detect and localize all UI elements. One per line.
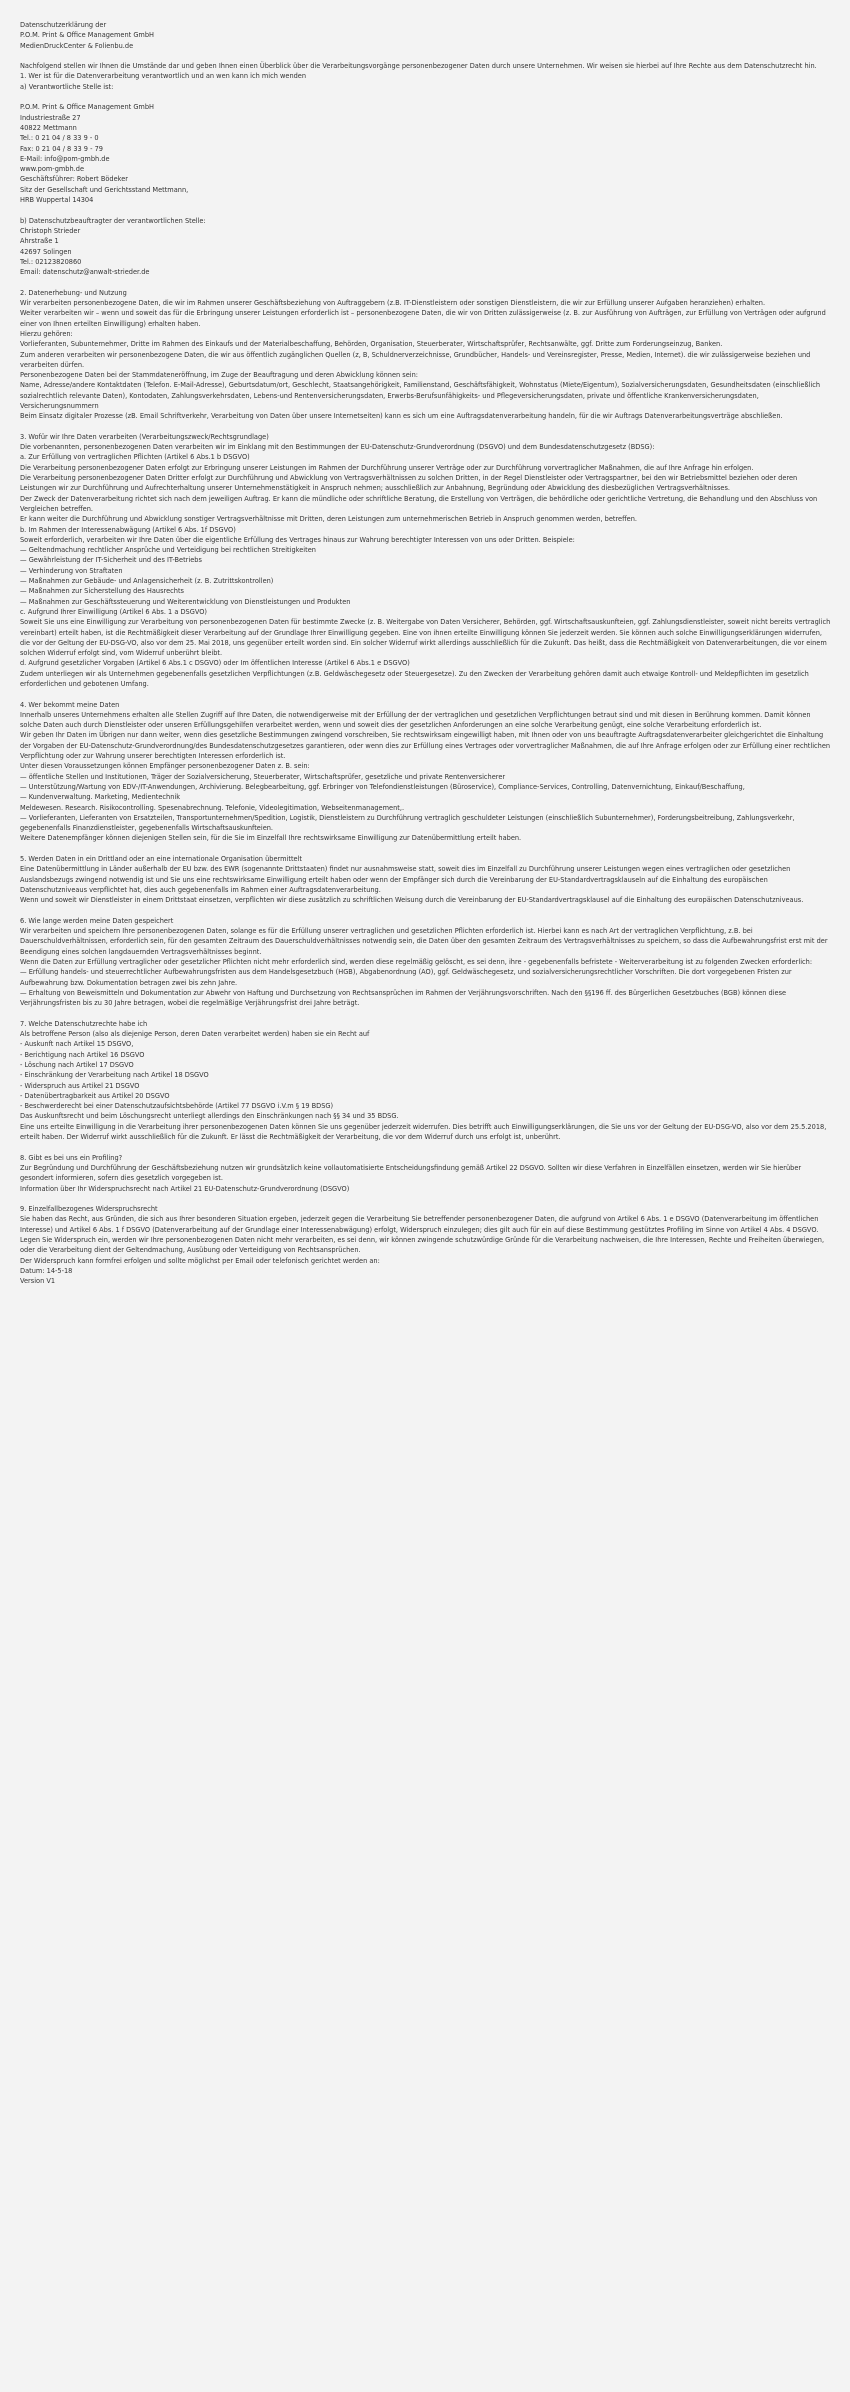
document-section (20, 432, 831, 689)
text-line: - Widerspruch aus Artikel 21 DSGVO (20, 1081, 140, 1090)
text-line: Industriestraße 27 (20, 113, 81, 122)
text-line: Wenn und soweit wir Dienstleister in einem Drittstaat einsetzen, verpflichten wir diese zusätzlich zu schriftlichen Weisung durch die Vereinbarung der EU-Standardvertragsklausel auf die Einhaltung des europäischen Datenschutzniveaus. (20, 896, 804, 905)
text-line: Sitz der Gesellschaft und Gerichtsstand Mettmann, (20, 185, 189, 194)
text-line: Personenbezogene Daten bei der Stammdateneröffnung, im Zuge der Beauftragung und deren Abwicklung können sein: (20, 371, 419, 380)
text-line: Information über Ihr Widerspruchsrecht nach Artikel 21 EU-Datenschutz-Grundverordnung (DSGVO) (20, 1184, 350, 1193)
paragraph-gap (20, 1142, 831, 1152)
text-line: Soweit Sie uns eine Einwilligung zur Verarbeitung von personenbezogenen Daten für bestimmte Zwecke (z. B. Weitergabe von Daten Versicherer, Behörden, ggf. Wirtschaftsauskunfteien, ggf. Zahlungsdienstleister, soweit nicht bereits vertraglich vereinbart) erteilt haben, ist die Rechtmäßigkeit dieser Verarbeitung auf der Grundlage Ihrer Einwilligung gegeben. Eine von ihnen erteilte Einwilligung können Sie jederzeit werden. Sie können auch solche Einwilligungserklärungen widerrufen, die vor der Geltung der EU-DSG-VO, also vor dem 25. Mai 2018, uns gegenüber erteilt worden sind. Ein solcher Widerruf wirkt allerdings ausschließlich für die Zukunft. Das heißt, dass die Rechtmäßigkeit von Datenverarbeitungen, die vor einem solchen Widerruf erfolgt sind, vom Widerruf unberührt bleibt. (20, 618, 833, 658)
text-line: - Auskunft nach Artikel 15 DSGVO, (20, 1040, 134, 1049)
text-line: P.O.M. Print & Office Management GmbH (20, 31, 154, 40)
text-line: Zudem unterliegen wir als Unternehmen gegebenenfalls gesetzlichen Verpflichtungen (z.B. Geldwäschegesetz oder Steuergesetze). Zu den Zwecken der Verarbeitung gehören damit auch etwaige Kontroll- und Meldepflichten im gesetzlich erforderlichen und gebotenen Umfang. (20, 669, 811, 688)
paragraph-gap (20, 1194, 831, 1204)
section-heading-line: 3. Wofür wir Ihre Daten verarbeiten (Verarbeitungszweck/Rechtsgrundlage) (20, 432, 269, 441)
document-section (20, 20, 831, 51)
section-heading-line: Datenschutzerklärung der (20, 21, 107, 29)
text-line: d. Aufgrund gesetzlicher Vorgaben (Artikel 6 Abs.1 c DSGVO) oder Im öffentlichen Interesse (Artikel 6 Abs.1 e DSGVO) (20, 659, 410, 668)
text-line: Der Zweck der Datenverarbeitung richtet sich nach dem jeweiligen Auftrag. Er kann die mündliche oder schriftliche Beratung, die Erstellung von Verträgen, die behördliche oder gerichtliche Vertretung, die Behandlung und den Abschluss von Vergleichen betreffen. (20, 494, 820, 513)
text-line: Wir verarbeiten personenbezogene Daten, die wir im Rahmen unserer Geschäftsbeziehung von Auftraggebern (z.B. IT-Dienstleistern oder sonstigen Dienstleistern, die wir zur Erfüllung unserer Aufgaben heranziehen) erhalten. (20, 299, 766, 308)
text-line: Die vorbenannten, personenbezogenen Daten verarbeiten wir im Einklang mit den Bestimmungen der EU-Datenschutz-Grundverordnung (DSGVO) und dem Bundesdatenschutzgesetz (BDSG): (20, 443, 655, 452)
paragraph-gap (20, 277, 831, 287)
text-line: Innerhalb unseres Unternehmens erhalten alle Stellen Zugriff auf Ihre Daten, die notwendigerweise mit der Erfüllung der der vertraglichen und gesetzlichen Verpflichtungen betraut sind und mit diesen in Berührung kommen. Damit können solche Daten auch durch Dienstleister oder unseren Erfüllungsgehilfen verarbeitet werden, wenn und soweit dies der gesetzlichen Anforderungen an eine solche Verarbeitung genügt, eine solche Verarbeitung erforderlich ist. (20, 710, 813, 730)
paragraph-gap (20, 92, 831, 102)
text-line: Name, Adresse/andere Kontaktdaten (Telefon. E-Mail-Adresse), Geburtsdatum/ort, Geschlecht, Staatsangehörigkeit, Familienstand, Geschäftsfähigkeit, Wohnstatus (Miete/Eigentum), Sozialversicherungsdaten, Gesundheitsdaten (einschließlich sozialrechtlich relevante Daten), Kontodaten, Zahlungsverkehrsdaten, Lebens-und Rentenversicherungsdaten, Erwerbs-Berufsunfähigkeits- und Pflegeversicherungsdaten, private und öffentliche Krankenversicherungsdaten, Versicherungsnummern (20, 381, 823, 410)
document-section (20, 288, 831, 422)
document-section (20, 700, 831, 844)
paragraph-gap (20, 205, 831, 215)
text-line: — Geltendmachung rechtlicher Ansprüche und Verteidigung bei rechtlichen Streitigkeiten (20, 546, 316, 555)
text-line: a) Verantwortliche Stelle ist: (20, 82, 114, 91)
text-line: Die Verarbeitung personenbezogener Daten erfolgt zur Erbringung unserer Leistungen im Rahmen der Durchführung unserer Verträge oder zur Durchführung vorvertraglicher Maßnahmen, die auf Ihre Anfrage hin erfolgen. (20, 463, 754, 472)
text-line: b. Im Rahmen der Interessenabwägung (Artikel 6 Abs. 1f DSGVO) (20, 525, 236, 534)
document-section (20, 216, 831, 278)
text-line: — Verhinderung von Straftaten (20, 566, 123, 575)
text-line: — Maßnahmen zur Gebäude- und Anlagensicherheit (z. B. Zutrittskontrollen) (20, 577, 274, 586)
section-heading-line: 6. Wie lange werden meine Daten gespeichert (20, 916, 174, 925)
paragraph-gap (20, 1009, 831, 1019)
text-line: — Unterstützung/Wartung von EDV-/IT-Anwendungen, Archivierung. Belegbearbeitung, ggf. Erbringer von Telefondienstleistungen (Büroservice), Compliance-Services, Controlling, Datenvernichtung, Einkauf/Beschaffung, (20, 782, 745, 791)
paragraph-gap (20, 689, 831, 699)
document-section (20, 916, 831, 1009)
text-line: Weitere Datenempfänger können diejenigen Stellen sein, für die Sie im Einzelfall Ihre rechtswirksame Einwilligung zur Datenübermittlung erteilt haben. (20, 834, 522, 843)
text-line: Beim Einsatz digitaler Prozesse (zB. Email Schriftverkehr, Verarbeitung von Daten über unsere Internetseiten) kann es sich um eine Auftragsdatenverarbeitung handeln, für die wir Auftrags Datenverarbeitungsverträge abschließen. (20, 412, 783, 421)
paragraph-gap (20, 906, 831, 916)
text-line: — Maßnahmen zur Sicherstellung des Hausrechts (20, 587, 184, 596)
text-line: Vorlieferanten, Subunternehmer, Dritte im Rahmen des Einkaufs und der Materialbeschaffung, Behörden, Organisation, Steuerberater, Wirtschaftsprüfer, Rechtsanwälte, ggf. Dritte zum Forderungseinzug, Banken. (20, 340, 723, 349)
text-line: HRB Wuppertal 14304 (20, 196, 94, 205)
text-line: MedienDruckCenter & Folienbu.de (20, 41, 134, 50)
text-line: - Einschränkung der Verarbeitung nach Artikel 18 DSGVO (20, 1071, 209, 1080)
text-line: Christoph Strieder (20, 226, 81, 235)
document-section (20, 1153, 831, 1194)
text-line: Wir verarbeiten und speichern Ihre personenbezogenen Daten, solange es für die Erfüllung unserer vertraglichen und gesetzlichen Pflichten erforderlich ist. Hierbei kann es nach Art der vertraglichen Verpflichtung, z.B. bei Dauerschuldverhältnissen, erforderlich sein, für den gesamten Zeitraum des Dauerschuldverhältnisses notwendig sein, die Daten über den gesamten Zeitraum des Vertragsverhältnisses zu speichern, so dass die Aufbewahrungsfrist erst mit der Beendigung eines solchen langdauernden Vertragsverhältnisses beginnt. (20, 927, 830, 956)
section-heading-line: 7. Welche Datenschutzrechte habe ich (20, 1019, 148, 1028)
text-line: Legen Sie Widerspruch ein, werden wir Ihre personenbezogenen Daten nicht mehr verarbeiten, es sei denn, wir können zwingende schutzwürdige Gründe für die Verarbeitung nachweisen, die Ihre Interessen, Rechte und Freiheiten überwiegen, oder die Verarbeitung dient der Geltendmachung, Ausübung oder Verteidigung von Rechtsansprüchen. (20, 1236, 827, 1255)
text-line: a. Zur Erfüllung von vertraglichen Pflichten (Artikel 6 Abs.1 b DSGVO) (20, 453, 250, 462)
document-section (20, 1019, 831, 1143)
text-line: Sie haben das Recht, aus Gründen, die sich aus Ihrer besonderen Situation ergeben, jederzeit gegen die Verarbeitung Sie betreffender personenbezogener Daten, die aufgrund von Artikel 6 Abs. 1 e DSGVO (Datenverarbeitung im öffentlichen Interesse) und Artikel 6 Abs. 1 f DSGVO (Datenverarbeitung auf der Grundlage einer Interessenabwägung) erfolgt, Widerspruch einzulegen; dies gilt auch für ein auf diese Bestimmung gestütztes Profiling im Sinne von Artikel 4 Abs. 4 DSGVO. (20, 1215, 821, 1234)
text-line: Eine Datenübermittlung in Länder außerhalb der EU bzw. des EWR (sogenannte Drittstaaten) findet nur ausnahmsweise statt, soweit dies im Einzelfall zu Durchführung unserer Leistungen wegen eines vertraglichen oder gesetzlichen Auslandsbezugs zwingend notwendig ist und Sie uns eine rechtswirksame Einwilligung erteilt haben oder wenn der Empfänger sich durch die Vereinbarung der EU-Standardvertragsklauseln auf die Einhaltung des europäischen Datenschutzniveaus verpflichtet hat, dies auch gegebenenfalls im Rahmen einer Auftragsdatenverarbeitung. (20, 865, 793, 894)
text-line: Die Verarbeitung personenbezogener Daten Dritter erfolgt zur Durchführung und Abwicklung von Vertragsverhältnissen zu solchen Dritten, in der Regel Dienstleister oder Vertragspartner, bei den wir Betriebsmittel beziehen oder deren Leistungen wir zur Durchführung und Aufrechterhaltung unserer Unternehmenstätigkeit in Anspruch nehmen; ausschließlich zur Anbahnung, Begründung oder Abwicklung des diesbezüglichen Vertragsverhältnisses. (20, 474, 800, 493)
text-line: - Datenübertragbarkeit aus Artikel 20 DSGVO (20, 1091, 170, 1100)
section-heading-line: b) Datenschutzbeauftragter der verantwortlichen Stelle: (20, 216, 206, 225)
text-line: Das Auskunftsrecht und beim Löschungsrecht unterliegt allerdings den Einschränkungen nach §§ 34 und 35 BDSG. (20, 1112, 399, 1121)
text-line: Ahrstraße 1 (20, 237, 59, 246)
section-heading-line: P.O.M. Print & Office Management GmbH (20, 103, 154, 112)
text-line: 40822 Mettmann (20, 123, 77, 132)
text-line: Meldewesen. Research. Risikocontrolling. Spesenabrechnung. Telefonie, Videolegitimation, Webseitenmanagement,. (20, 803, 405, 812)
text-line: - Beschwerderecht bei einer Datenschutzaufsichtsbehörde (Artikel 77 DSGVO i.V.m § 19 BDSG) (20, 1102, 334, 1111)
text-line: - Berichtigung nach Artikel 16 DSGVO (20, 1050, 145, 1059)
text-line: - Löschung nach Artikel 17 DSGVO (20, 1060, 134, 1069)
text-line: Als betroffene Person (also als diejenige Person, deren Daten verarbeitet werden) haben sie ein Recht auf (20, 1030, 370, 1039)
section-heading-line: Nachfolgend stellen wir Ihnen die Umstände dar und geben Ihnen einen Überblick über die Verarbeitungsvorgänge personenbezogener Daten durch unsere Unternehmen. Wir weisen sie hierbei auf Ihre Rechte aus dem Datenschutzrecht hin. (20, 62, 817, 71)
text-line: 1. Wer ist für die Datenverarbeitung verantwortlich und an wen kann ich mich wenden (20, 72, 307, 81)
paragraph-gap (20, 422, 831, 432)
text-line: Tel.: 02123820860 (20, 257, 82, 266)
text-line: Fax: 0 21 04 / 8 33 9 - 79 (20, 144, 103, 153)
text-line: Zur Begründung und Durchführung der Geschäftsbeziehung nutzen wir grundsätzlich keine vollautomatisierte Entscheidungsfindung gemäß Artikel 22 DSGVO. Sollten wir diese Verfahren in Einzelfällen einsetzen, werden wir Sie hierüber gesondert informieren, sofern dies gesetzlich vorgegeben ist. (20, 1163, 804, 1183)
text-line: Version V1 (20, 1277, 56, 1286)
text-line: — öffentliche Stellen und Institutionen, Träger der Sozialversicherung, Steuerberater, Wirtschaftsprüfer, gesetzliche und private Rentenversicherer (20, 772, 506, 781)
text-line: Weiter verarbeiten wir – wenn und soweit das für die Erbringung unserer Leistungen erforderlich ist – personenbezogene Daten, die wir von Dritten zulässigerweise (z. B. zur Ausführung von Aufträgen, zur Erfüllung von Verträgen oder aufgrund einer von Ihnen erteilten Einwilligung) erhalten haben. (20, 309, 828, 328)
text-line: Wenn die Daten zur Erfüllung vertraglicher oder gesetzlicher Pflichten nicht mehr erforderlich sind, werden diese regelmäßig gelöscht, es sei denn, ihre - gegebenenfalls befristete - Weiterverarbeitung ist zu folgenden Zwecken erforderlich: (20, 958, 813, 967)
text-line: Soweit erforderlich, verarbeiten wir Ihre Daten über die eigentliche Erfüllung des Vertrages hinaus zur Wahrung berechtigter Interessen von uns oder Dritten. Beispiele: (20, 535, 575, 544)
text-line: Tel.: 0 21 04 / 8 33 9 - 0 (20, 134, 99, 143)
text-line: Wir geben Ihr Daten im Übrigen nur dann weiter, wenn dies gesetzliche Bestimmungen zwingend vorschreiben, Sie rechtswirksam eingewilligt haben, mit Ihnen oder von uns beauftragte Auftragsdatenverarbeiter gleichgerichtet die Einhaltung der Vorgaben der EU-Datenschutz-Grundverordnung/des Bundesdatenschutzgesetzes garantieren, oder wenn dies zur Erfüllung eines Vertrages oder vorvertraglicher Maßnahmen, die auf Ihre Anfrage erfolgen oder zur Erfüllung einer rechtlichen Verpflichtung oder zur Wahrung unserer berechtigten Interessen erforderlich ist. (20, 731, 833, 761)
paragraph-gap (20, 51, 831, 61)
text-line: — Kundenverwaltung. Marketing, Medientechnik (20, 793, 181, 802)
document-section (20, 102, 831, 205)
text-line: — Maßnahmen zur Geschäftssteuerung und Weiterentwicklung von Dienstleistungen und Produkten (20, 597, 351, 606)
section-heading-line: 9. Einzelfallbezogenes Widerspruchsrecht (20, 1205, 158, 1214)
text-line: Hierzu gehören: (20, 329, 73, 338)
text-line: 42697 Solingen (20, 247, 72, 256)
text-line: Geschäftsführer: Robert Bödeker (20, 175, 128, 184)
section-heading-line: 8. Gibt es bei uns ein Profiling? (20, 1153, 123, 1162)
section-heading-line: 5. Werden Daten in ein Drittland oder an eine internationale Organisation übermittelt (20, 855, 303, 864)
text-line: Email: datenschutz@anwalt-strieder.de (20, 268, 150, 277)
text-line: Datum: 14-5-18 (20, 1266, 73, 1275)
document-section (20, 854, 831, 905)
text-line: Zum anderen verarbeiten wir personenbezogene Daten, die wir aus öffentlich zugänglichen Quellen (z, B, Schuldnerverzeichnisse, Grundbücher, Handels- und Vereinsregister, Presse, Medien, Internet). die wir zulässigerweise beziehen und verarbeiten dürfen. (20, 350, 813, 369)
text-line: — Gewährleistung der IT-Sicherheit und des IT-Betriebs (20, 556, 202, 565)
section-heading-line: 2. Datenerhebung- und Nutzung (20, 288, 127, 297)
text-line: Eine uns erteilte Einwilligung in die Verarbeitung ihrer personenbezogenen Daten können Sie uns gegenüber jederzeit widerrufen. Dies betrifft auch Einwilligungserklärungen, die Sie uns vor der Geltung der EU-DSG-VO, also vor dem 25.5.2018, erteilt haben. Der Widerruf wirkt ausschließlich für die Zukunft. Er lässt die Rechtmäßigkeit der Verarbeitung, die vor dem Widerruf durch uns erfolgt ist, unberührt. (20, 1122, 829, 1142)
text-line: Der Widerspruch kann formfrei erfolgen und sollte möglichst per Email oder telefonisch gerichtet werden an: (20, 1256, 380, 1265)
text-line: Er kann weiter die Durchführung und Abwicklung sonstiger Vertragsverhältnisse mit Dritten, deren Leistungen zum unternehmerischen Betrieb in Anspruch genommen werden, betreffen. (20, 515, 637, 524)
text-line: c. Aufgrund Ihrer Einwilligung (Artikel 6 Abs. 1 a DSGVO) (20, 607, 207, 616)
document-section (20, 61, 831, 92)
text-line: — Erhaltung von Beweismitteln und Dokumentation zur Abwehr von Haftung und Durchsetzung von Rechtsansprüchen im Rahmen der Verjährungsvorschriften. Nach den §§196 ff. des Bürgerlichen Gesetzbuches (BGB) können diese Verjährungsfristen bis zu 30 Jahre betragen, wobei die regelmäßige Verjährungsfrist drei Jahre beträgt. (20, 988, 789, 1008)
text-line: www.pom-gmbh.de (20, 165, 85, 174)
text-line: Unter diesen Voraussetzungen können Empfänger personenbezogener Daten z. B. sein: (20, 762, 310, 771)
text-line: — Erfüllung handels- und steuerrechtlicher Aufbewahrungsfristen aus dem Handelsgesetzbuch (HGB), Abgabenordnung (AO), ggf. Geldwäschegesetz, und sozialversicherungsrechtlicher Vorschriften. Die dort vorgegebenen Fristen zur Aufbewahrung bzw. Dokumentation betragen zwei bis zehn Jahre. (20, 968, 794, 987)
text-line: — Vorlieferanten, Lieferanten von Ersatzteilen, Transportunternehmen/Spedition, Logistik, Dienstleistern zu Durchführung vertraglich geschuldeter Leistungen (einschließlich Subunternehmer), Forderungsbeitreibung, Zahlungsverkehr, gegebenenfalls Finanzdienstleister, gegebenenfalls Wirtschaftsauskunfteien. (20, 813, 797, 833)
paragraph-gap (20, 844, 831, 854)
document-section (20, 1204, 831, 1286)
text-line: E-Mail: info@pom-gmbh.de (20, 154, 110, 163)
section-heading-line: 4. Wer bekommt meine Daten (20, 700, 120, 709)
